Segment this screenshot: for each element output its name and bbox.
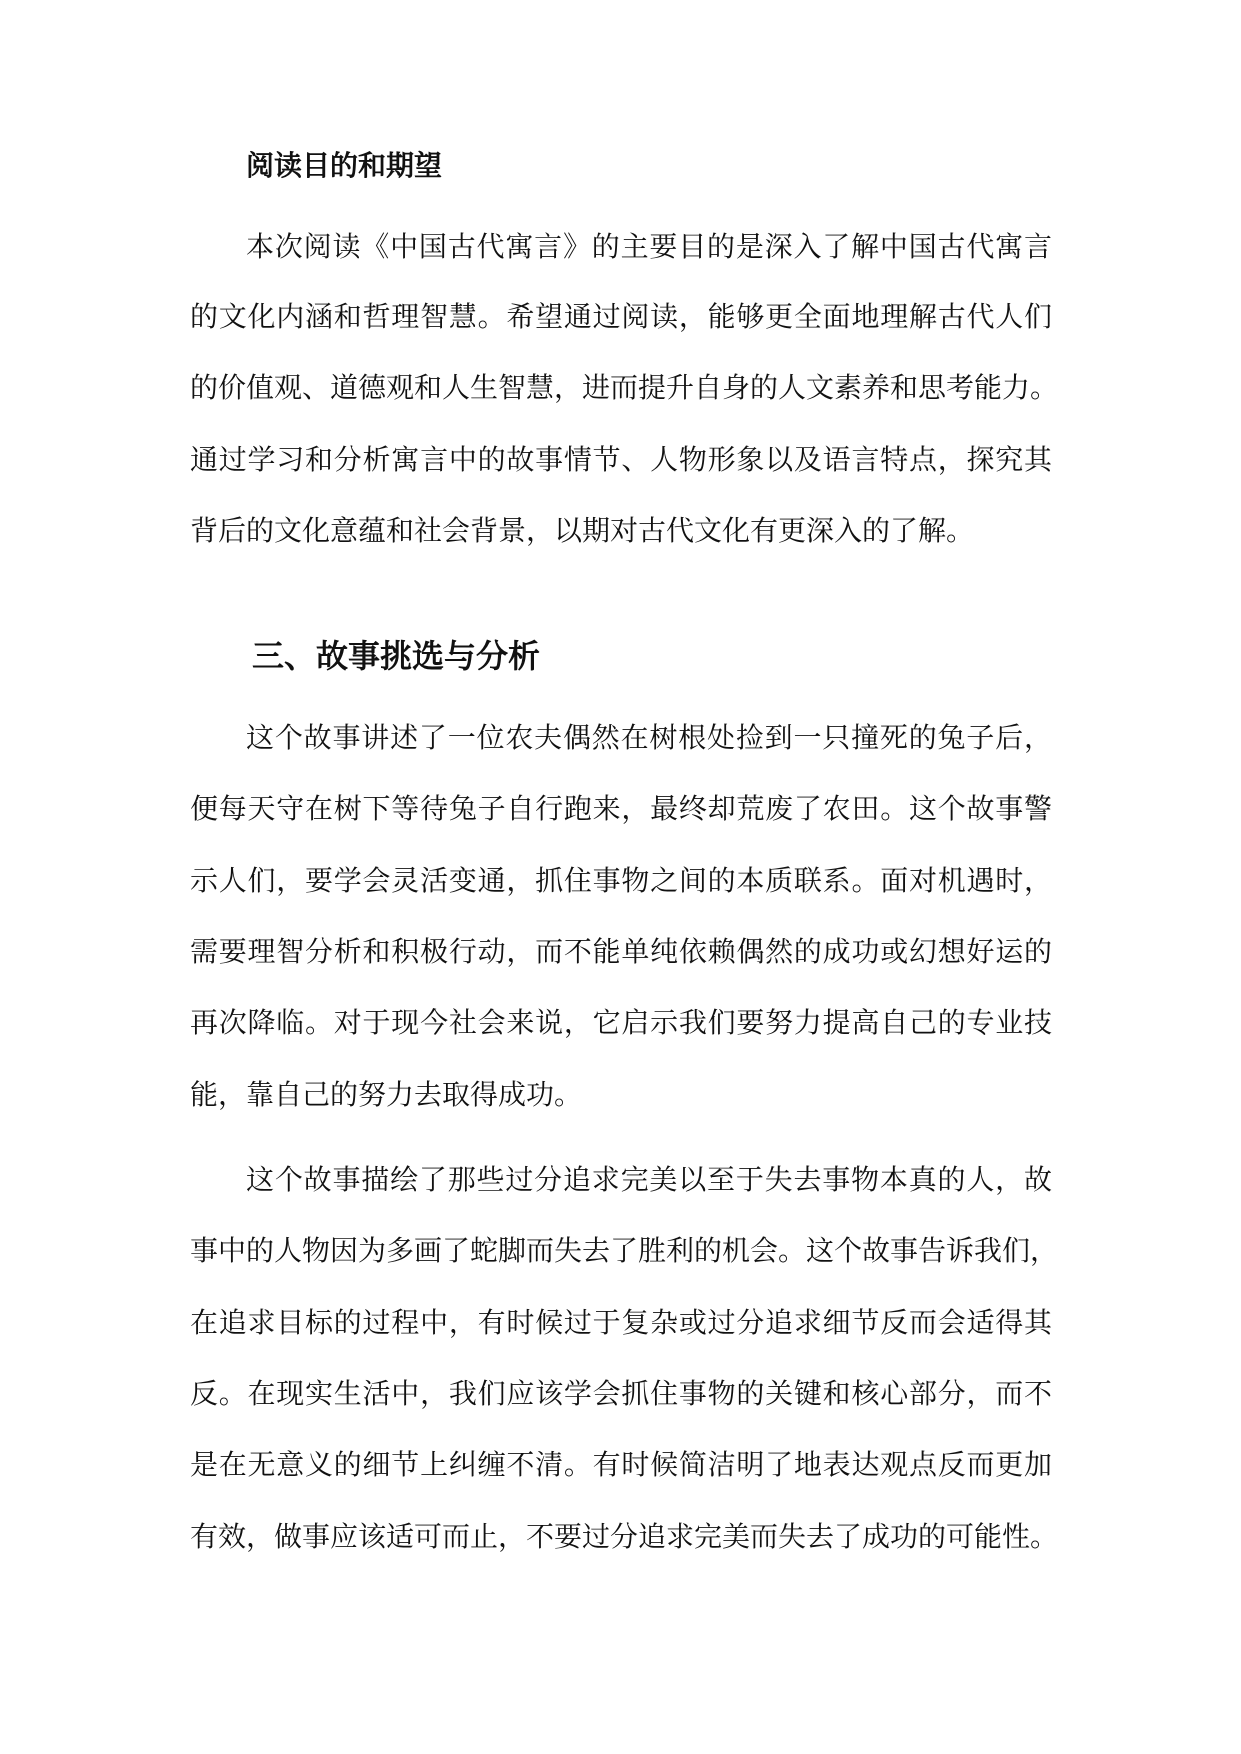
section-heading-three: 三、故事挑选与分析 [252,637,541,675]
paragraph-line: 有效，做事应该适可而止，不要过分追求完美而失去了成功的可能性。 [190,1520,1059,1553]
paragraph-line: 示人们，要学会灵活变通，抓住事物之间的本质联系。面对机遇时， [190,864,1052,897]
paragraph-line: 反。在现实生活中，我们应该学会抓住事物的关键和核心部分，而不 [190,1377,1052,1410]
paragraph-line: 需要理智分析和积极行动，而不能单纯依赖偶然的成功或幻想好运的 [190,935,1052,968]
paragraph-line: 能，靠自己的努力去取得成功。 [190,1078,583,1111]
section-heading-reading-purpose: 阅读目的和期望 [246,149,443,182]
paragraph-line: 在追求目标的过程中，有时候过于复杂或过分追求细节反而会适得其 [190,1306,1052,1339]
paragraph-line: 的价值观、道德观和人生智慧，进而提升自身的人文素养和思考能力。 [190,371,1059,404]
paragraph-line: 便每天守在树下等待兔子自行跑来，最终却荒废了农田。这个故事警 [190,792,1052,825]
paragraph-line: 是在无意义的细节上纠缠不清。有时候简洁明了地表达观点反而更加 [190,1448,1052,1481]
paragraph-line: 的文化内涵和哲理智慧。希望通过阅读，能够更全面地理解古代人们 [190,300,1052,333]
paragraph-line: 再次降临。对于现今社会来说，它启示我们要努力提高自己的专业技 [190,1006,1052,1039]
paragraph-line: 通过学习和分析寓言中的故事情节、人物形象以及语言特点，探究其 [190,443,1052,476]
paragraph-line: 这个故事讲述了一位农夫偶然在树根处捡到一只撞死的兔子后， [246,721,1052,754]
paragraph-line: 本次阅读《中国古代寓言》的主要目的是深入了解中国古代寓言 [246,230,1052,263]
paragraph-line: 这个故事描绘了那些过分追求完美以至于失去事物本真的人，故 [246,1163,1052,1196]
paragraph-line: 事中的人物因为多画了蛇脚而失去了胜利的机会。这个故事告诉我们， [190,1234,1059,1267]
paragraph-line: 背后的文化意蕴和社会背景，以期对古代文化有更深入的了解。 [190,514,975,547]
